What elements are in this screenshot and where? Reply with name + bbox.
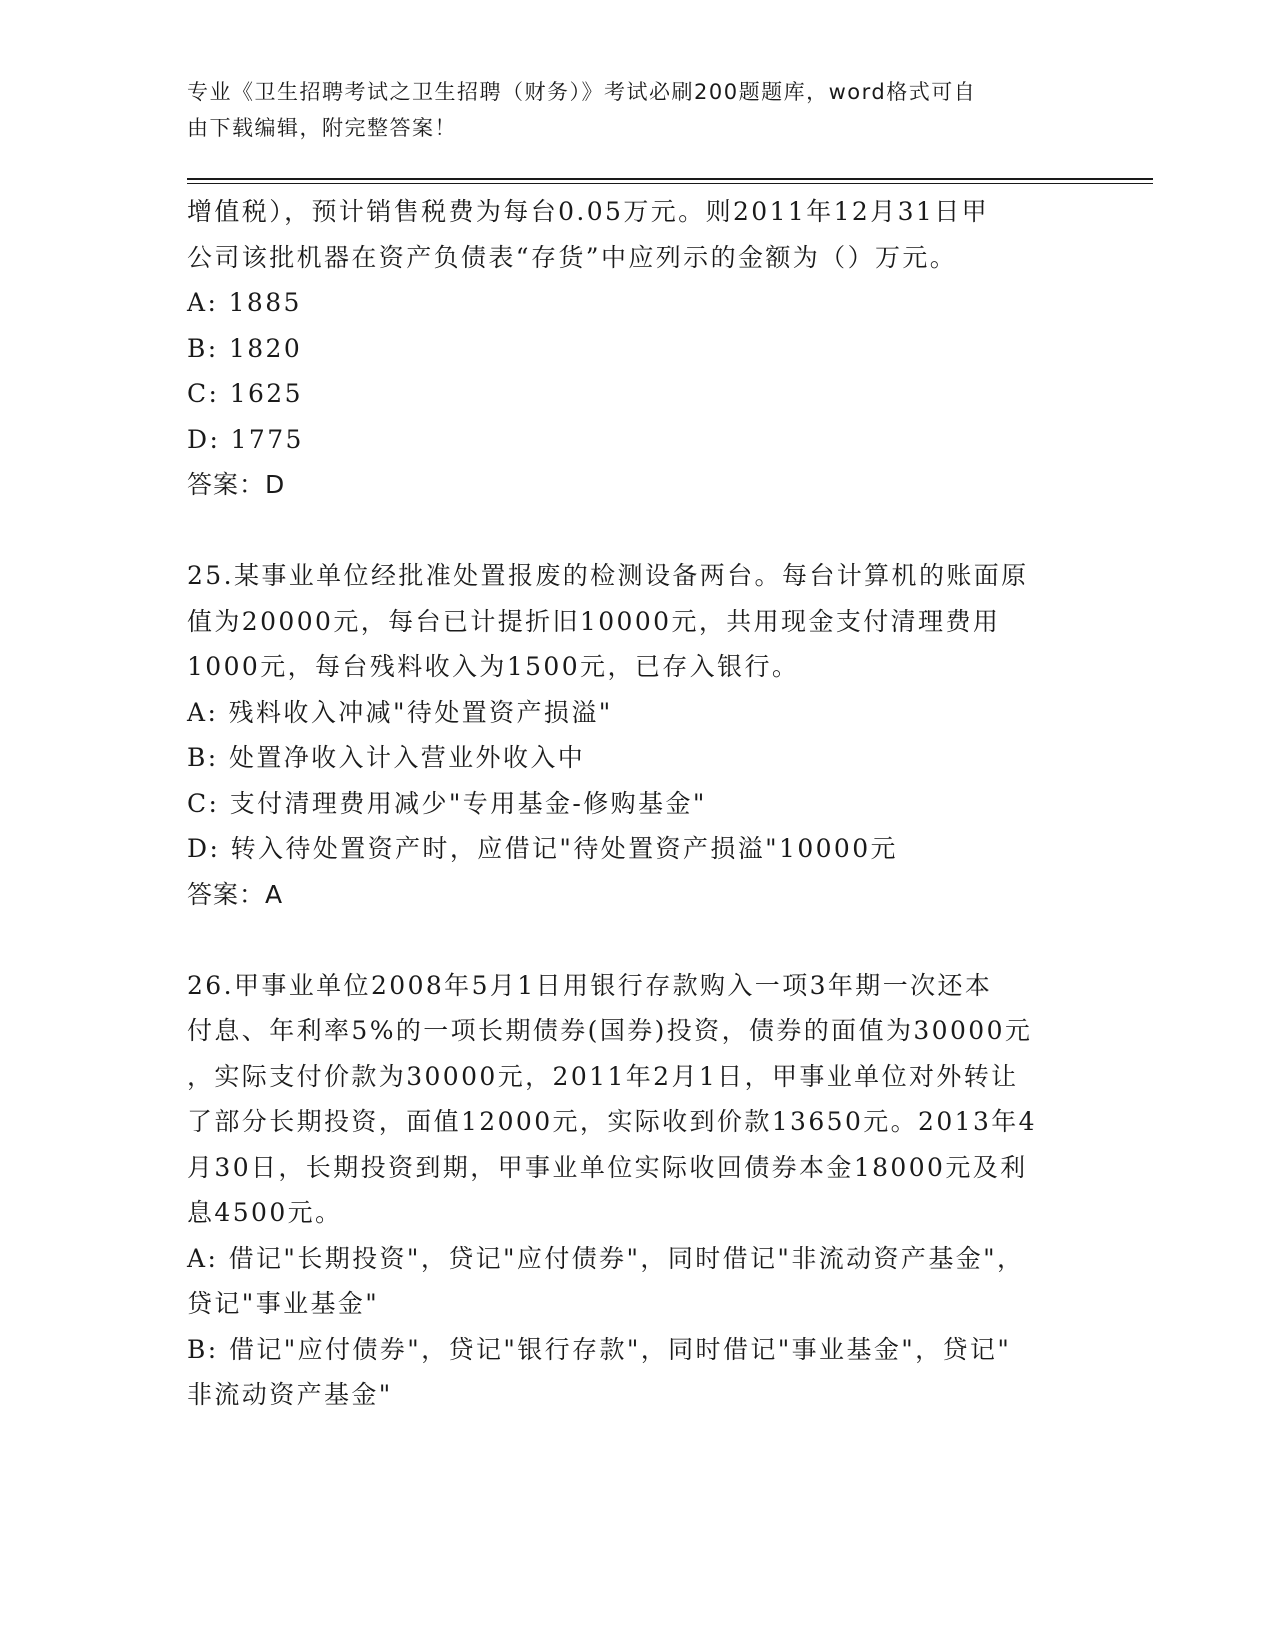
header-line-1: 专业《卫生招聘考试之卫生招聘（财务）》考试必刷200题题库，word格式可自: [187, 80, 977, 104]
option-d: D: 转入待处置资产时，应借记"待处置资产损溢"10000元: [187, 834, 898, 863]
question-26: [187, 963, 1077, 1418]
option-c: C: 1625: [187, 379, 303, 408]
document-body: [187, 189, 1077, 1418]
question-stem-line: 月30日，长期投资到期，甲事业单位实际收回债券本金18000元及利: [187, 1152, 1028, 1182]
header-line-2: 由下载编辑，附完整答案！: [187, 116, 457, 140]
option-a: A: 1885: [187, 288, 302, 317]
option-a: A: 残料收入冲减"待处置资产损溢": [187, 697, 613, 727]
option-a: A: 借记"长期投资"，贷记"应付债券"，同时借记"非流动资产基金"，: [187, 1243, 1025, 1273]
option-b: B: 处置净收入计入营业外收入中: [187, 743, 586, 772]
option-c: C: 支付清理费用减少"专用基金-修购基金": [187, 788, 707, 818]
question-stem-line: 了部分长期投资，面值12000元，实际收到价款13650元。2013年4: [187, 1107, 1037, 1136]
header-rule-thin: [187, 183, 1153, 184]
header-rule-thick: [187, 178, 1153, 180]
option-b-continued: 非流动资产基金": [187, 1380, 393, 1409]
spacer: [187, 508, 1077, 554]
spacer: [187, 917, 1077, 963]
question-stem-line: 付息、年利率5%的一项长期债券(国券)投资，债券的面值为30000元: [187, 1016, 1033, 1045]
option-a-continued: 贷记"事业基金": [187, 1289, 380, 1318]
option-d: D: 1775: [187, 424, 304, 454]
option-b: B: 借记"应付债券"，贷记"银行存款"，同时借记"事业基金"，贷记": [187, 1334, 1012, 1364]
question-25: [187, 553, 1077, 917]
question-stem-line: 1000元，每台残料收入为1500元，已存入银行。: [187, 652, 800, 681]
question-stem-line: 值为20000元，每台已计提折旧10000元，共用现金支付清理费用: [187, 606, 1001, 636]
question-stem-line: 公司该批机器在资产负债表“存货”中应列示的金额为（）万元。: [187, 242, 958, 272]
question-stem-line: 25.某事业单位经批准处置报废的检测设备两台。每台计算机的账面原: [187, 561, 1029, 590]
answer-line: 答案：A: [187, 879, 284, 909]
question-stem-line: ，实际支付价款为30000元，2011年2月1日，甲事业单位对外转让: [187, 1061, 1019, 1091]
answer-line: 答案：D: [187, 470, 286, 499]
question-stem-line: 增值税），预计销售税费为每台0.05万元。则2011年12月31日甲: [187, 197, 990, 226]
question-stem-line: 26.甲事业单位2008年5月1日用银行存款购入一项3年期一次还本: [187, 970, 993, 1000]
option-b: B: 1820: [187, 333, 303, 363]
question-24: [187, 189, 1077, 508]
page-header: [187, 74, 1067, 146]
question-stem-line: 息4500元。: [187, 1198, 343, 1227]
